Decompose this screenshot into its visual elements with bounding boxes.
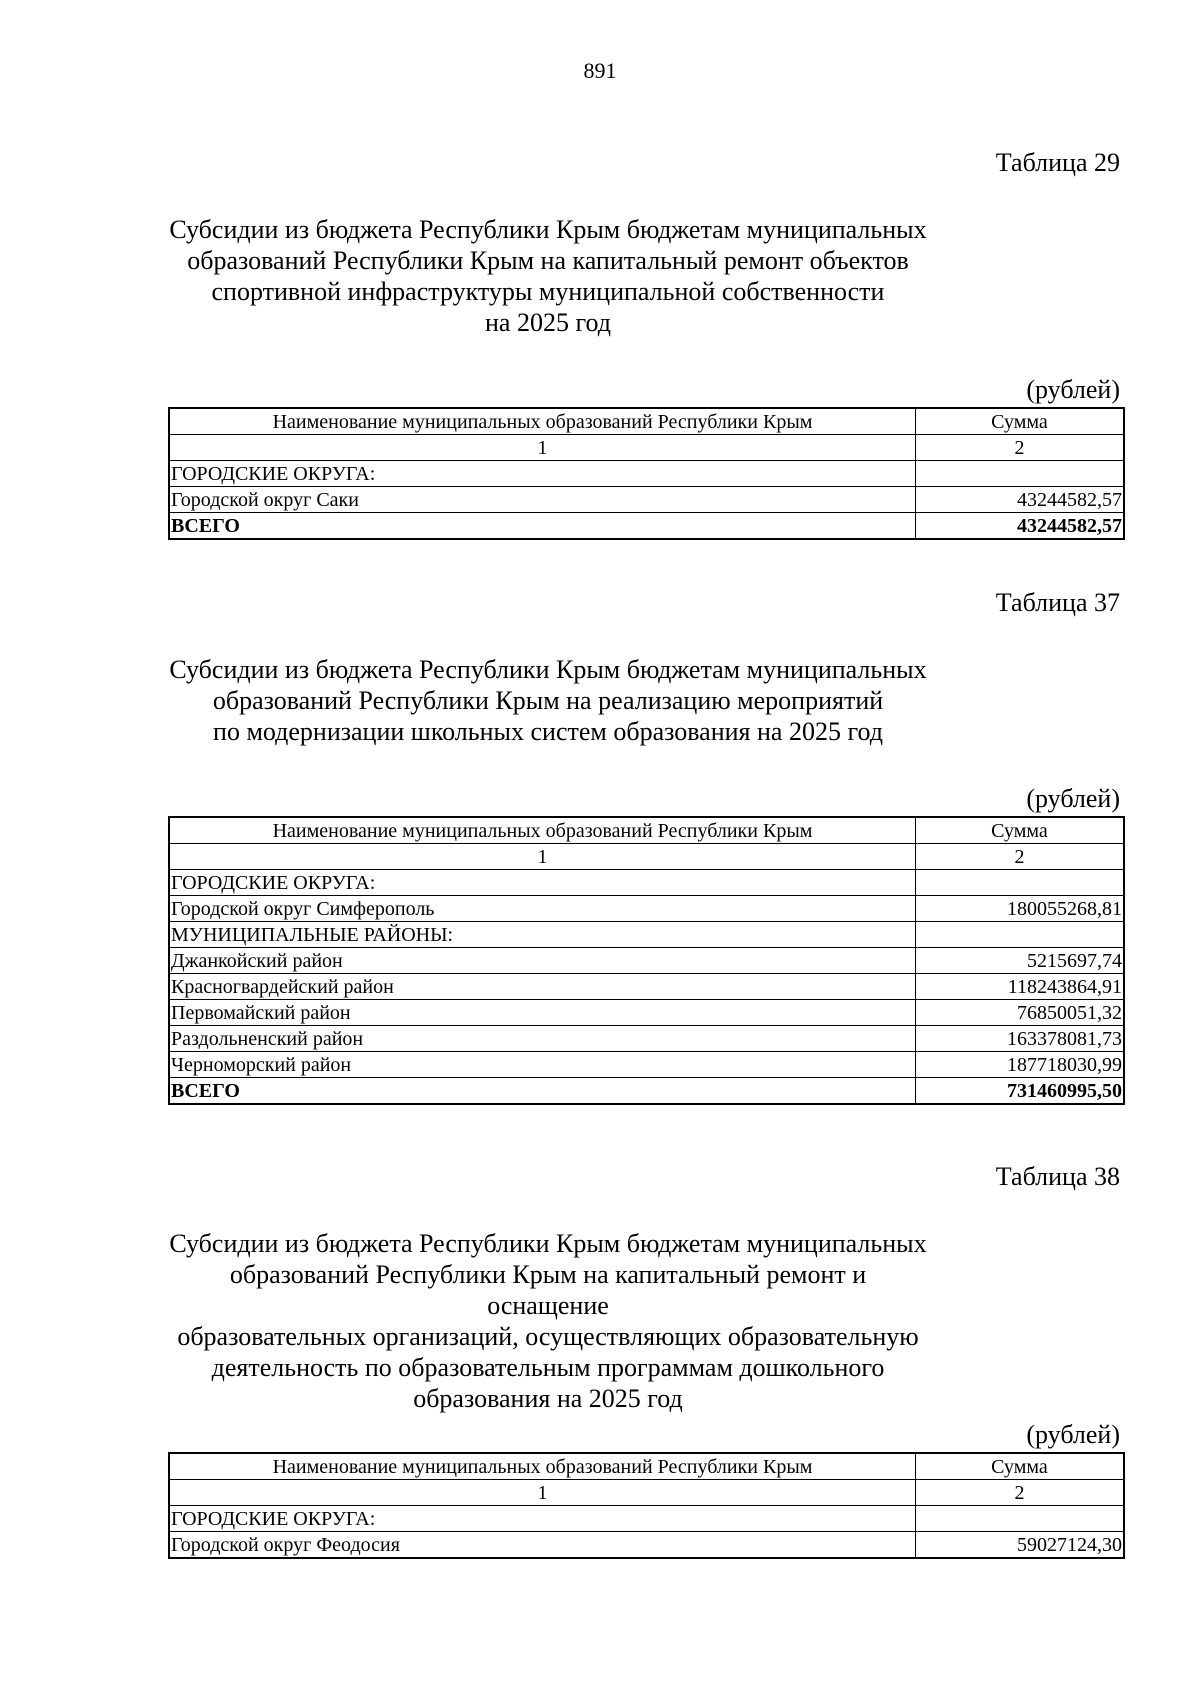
table-row [169,1000,1124,1026]
table-row [169,1052,1124,1078]
table-37-label: Таблица 37 [995,588,1120,617]
caption-line: образований Республики Крым на капитальный ремонт объектов [187,246,909,275]
table-row [169,870,1124,896]
row-sum-cell [916,1506,1125,1532]
table-header-row [169,1453,1124,1480]
caption-line: спортивной инфраструктуры муниципальной собственности [211,277,885,306]
row-sum-cell: 187718030,99 [916,1052,1125,1078]
caption-line: образовательных организаций, осуществляющих образовательную [177,1322,919,1351]
row-sum-cell: 5215697,74 [916,948,1125,974]
table-row [169,1026,1124,1052]
row-name-cell: Красногвардейский район [169,974,916,1000]
table-row [169,896,1124,922]
table-29-units: (рублей) [1026,375,1120,404]
table-38-units: (рублей) [1026,1420,1120,1449]
column-number-row [169,435,1124,461]
table-29 [168,407,1125,540]
table-38-label: Таблица 38 [995,1162,1120,1191]
table-row [169,1532,1124,1559]
row-sum-cell [916,870,1125,896]
column-number-cell: 1 [169,435,916,461]
row-sum-cell [916,922,1125,948]
caption-line: на 2025 год [485,308,611,337]
caption-line: по модернизации школьных систем образования на 2025 год [213,717,883,746]
header-sum-cell: Сумма [916,817,1125,844]
table-29-label: Таблица 29 [995,148,1120,177]
header-sum-cell: Сумма [916,1453,1125,1480]
row-name-cell: ГОРОДСКИЕ ОКРУГА: [169,870,916,896]
row-sum-cell: 118243864,91 [916,974,1125,1000]
table-header-row [169,817,1124,844]
total-name-cell: ВСЕГО [169,513,916,540]
row-sum-cell: 59027124,30 [916,1532,1125,1559]
column-number-cell: 2 [916,1480,1125,1506]
caption-line: Субсидии из бюджета Республики Крым бюджетам муниципальных [169,1229,927,1258]
page-number: 891 [583,58,617,83]
row-name-cell: Городской округ Феодосия [169,1532,916,1559]
table-header-row [169,408,1124,435]
table-row [169,461,1124,487]
row-sum-cell: 76850051,32 [916,1000,1125,1026]
row-name-cell: Черноморский район [169,1052,916,1078]
header-name-cell: Наименование муниципальных образований Республики Крым [169,1453,916,1480]
table-row [169,948,1124,974]
column-number-cell: 2 [916,844,1125,870]
table-37-caption [168,654,928,747]
column-number-row [169,844,1124,870]
caption-line: образования на 2025 год [413,1384,683,1413]
total-sum-cell: 731460995,50 [916,1078,1125,1105]
table-row [169,974,1124,1000]
row-name-cell: Первомайский район [169,1000,916,1026]
caption-line: образований Республики Крым на реализацию мероприятий [212,686,884,715]
table-row [169,922,1124,948]
row-name-cell: ГОРОДСКИЕ ОКРУГА: [169,1506,916,1532]
caption-line: деятельность по образовательным программам дошкольного [211,1353,885,1382]
total-row [169,513,1124,540]
header-sum-cell: Сумма [916,408,1125,435]
total-sum-cell: 43244582,57 [916,513,1125,540]
row-sum-cell [916,461,1125,487]
row-name-cell: Джанкойский район [169,948,916,974]
table-37-units: (рублей) [1026,784,1120,813]
total-row [169,1078,1124,1105]
table-38-caption [168,1228,928,1414]
row-name-cell: Раздольненский район [169,1026,916,1052]
table-row [169,487,1124,513]
column-number-row [169,1480,1124,1506]
row-name-cell: ГОРОДСКИЕ ОКРУГА: [169,461,916,487]
caption-line: образований Республики Крым на капитальный ремонт и оснащение [229,1260,867,1320]
row-name-cell: Городской округ Саки [169,487,916,513]
caption-line: Субсидии из бюджета Республики Крым бюджетам муниципальных [169,655,927,684]
row-sum-cell: 163378081,73 [916,1026,1125,1052]
column-number-cell: 2 [916,435,1125,461]
header-name-cell: Наименование муниципальных образований Республики Крым [169,408,916,435]
row-name-cell: Городской округ Симферополь [169,896,916,922]
table-38 [168,1452,1125,1559]
table-37 [168,816,1125,1105]
table-row [169,1506,1124,1532]
row-sum-cell: 180055268,81 [916,896,1125,922]
column-number-cell: 1 [169,844,916,870]
header-name-cell: Наименование муниципальных образований Республики Крым [169,817,916,844]
row-name-cell: МУНИЦИПАЛЬНЫЕ РАЙОНЫ: [169,922,916,948]
column-number-cell: 1 [169,1480,916,1506]
table-29-caption [168,214,928,338]
total-name-cell: ВСЕГО [169,1078,916,1105]
row-sum-cell: 43244582,57 [916,487,1125,513]
caption-line: Субсидии из бюджета Республики Крым бюджетам муниципальных [169,215,927,244]
